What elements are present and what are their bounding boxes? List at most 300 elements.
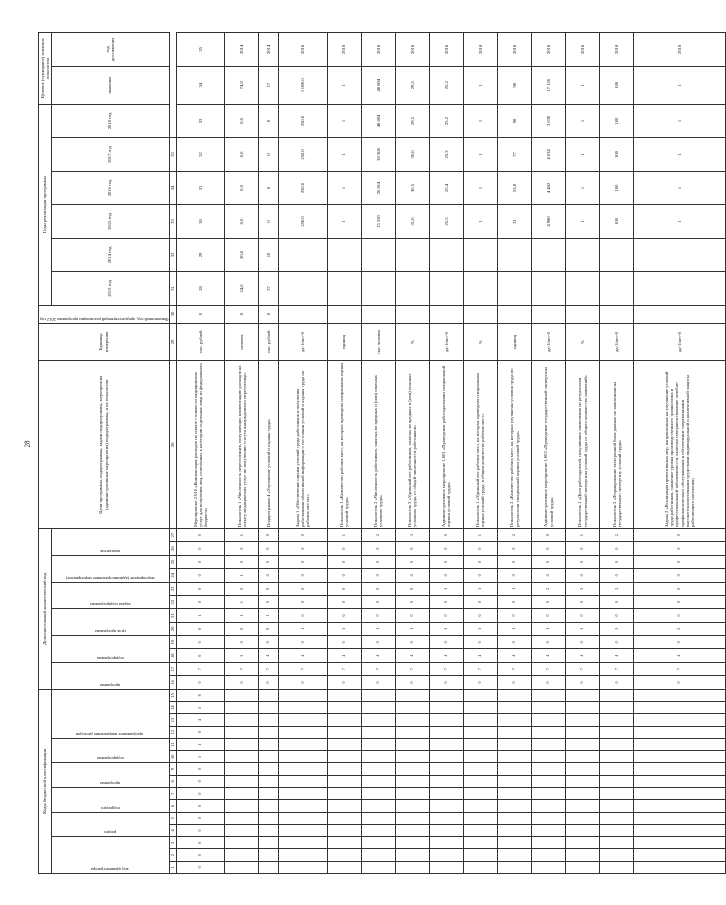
dop-code-cell: 0 <box>327 595 361 608</box>
dop-code-cell: 4 <box>279 649 327 662</box>
kbk-cell <box>361 738 395 750</box>
kbk-cell <box>532 800 566 812</box>
year-value-cell: 30,0 <box>395 138 429 171</box>
base-year-cell <box>634 305 726 323</box>
kbk-cell <box>498 812 532 824</box>
year-value-cell: 25,5 <box>429 205 463 238</box>
kbk-cell <box>463 849 497 861</box>
dop-code-cell: 0 <box>634 582 726 595</box>
dop-code-cell: 0 <box>176 676 224 689</box>
dop-code-cell: 0 <box>259 542 279 555</box>
column-number: 19 <box>169 636 176 649</box>
target-value-cell: 74,0 <box>225 66 259 104</box>
indicator-name: Показатель 1 «Численность переселенцев, получающих компенсацию расходов на оплату медицинских услуг по получению статуса вынужденного переселенца» <box>225 361 259 528</box>
year-value-cell: 100 <box>600 104 634 138</box>
target-value-cell: 98 <box>498 66 532 104</box>
unit-cell: да-1/нет-0 <box>279 323 327 361</box>
target-value-cell: 17 126 <box>532 66 566 104</box>
target-value-cell: 48 804 <box>361 66 395 104</box>
dop-code-cell: 0 <box>327 555 361 568</box>
kbk-cell <box>225 702 259 714</box>
year-value-cell <box>395 238 429 271</box>
kbk-cell <box>498 726 532 738</box>
kbk-cell <box>259 775 279 787</box>
kbk-cell <box>634 849 726 861</box>
kbk-cell <box>566 837 600 849</box>
kbk-cell <box>361 702 395 714</box>
dop-code-cell: 0 <box>395 595 429 608</box>
kbk-cell <box>600 837 634 849</box>
dop-code-cell: 4 <box>395 649 429 662</box>
dop-code-cell: 0 <box>176 555 224 568</box>
dop-code-cell: 1 <box>532 622 566 635</box>
year-value-cell: 25,4 <box>429 171 463 204</box>
dop-code-cell: 0 <box>634 676 726 689</box>
dop-code-cell: 2 <box>532 582 566 595</box>
kbk-cell <box>259 738 279 750</box>
dop-code-cell: 7 <box>498 662 532 675</box>
column-number: 4 <box>169 824 176 836</box>
kbk-cell: 1 <box>176 738 224 750</box>
kbk-cell <box>225 763 259 775</box>
dop-code-cell: 0 <box>279 555 327 568</box>
kbk-cell <box>600 726 634 738</box>
kbk-cell <box>634 726 726 738</box>
dop-code-cell: 0 <box>259 582 279 595</box>
kbk-col-header: программное направление расходов <box>51 689 169 738</box>
year-value-cell <box>566 272 600 305</box>
kbk-cell: 0 <box>176 849 224 861</box>
kbk-cell <box>429 824 463 836</box>
kbk-cell <box>429 714 463 726</box>
kbk-cell <box>259 800 279 812</box>
unit-cell: да-1/нет-0 <box>429 323 463 361</box>
kbk-cell <box>395 751 429 763</box>
kbk-cell <box>532 837 566 849</box>
dop-code-cell: 0 <box>361 676 395 689</box>
years-group-header: Годы реализации программы <box>39 104 52 305</box>
dop-code-cell: 4 <box>634 649 726 662</box>
kbk-cell <box>600 824 634 836</box>
dop-code-cell: 0 <box>395 676 429 689</box>
additional-code-header: Дополнительный аналитический код <box>39 528 52 689</box>
year-value-cell: 15 320 <box>361 205 395 238</box>
table-row <box>429 33 463 874</box>
dop-code-cell: 1 <box>225 595 259 608</box>
dop-code-cell: 0 <box>566 569 600 582</box>
year-value-cell: 30 <box>176 205 224 238</box>
kbk-cell <box>361 812 395 824</box>
dop-code-cell: 4 <box>429 649 463 662</box>
kbk-cell <box>327 726 361 738</box>
kbk-cell <box>361 837 395 849</box>
dop-code-cell: 0 <box>463 569 497 582</box>
year-value-cell: 100 <box>600 138 634 171</box>
dop-col-header: подпрограмма <box>51 636 169 663</box>
dop-code-cell: 7 <box>532 662 566 675</box>
kbk-cell <box>600 738 634 750</box>
kbk-cell <box>327 788 361 800</box>
kbk-cell <box>259 751 279 763</box>
target-year-cell: 2018 <box>279 33 327 67</box>
kbk-cell <box>634 861 726 873</box>
year-value-cell: 4 034 <box>532 138 566 171</box>
target-value-cell: 1 <box>463 66 497 104</box>
indicator-name: Административное мероприятие 1.001 «Проведение работодателями специальной оценки условий труда» <box>429 361 463 528</box>
base-year-cell <box>395 305 429 323</box>
dop-col-header: мероприятие (административное мероприятие) <box>51 555 169 582</box>
target-value-cell: 1 000,0 <box>279 66 327 104</box>
dop-code-cell: 0 <box>429 609 463 622</box>
kbk-cell <box>225 837 259 849</box>
dop-code-cell: 0 <box>259 528 279 541</box>
unit-cell: % <box>395 323 429 361</box>
kbk-cell <box>429 788 463 800</box>
kbk-cell <box>225 775 259 787</box>
dop-code-cell: 0 <box>463 609 497 622</box>
year-value-cell: 0 <box>259 171 279 204</box>
kbk-cell <box>279 812 327 824</box>
dop-code-cell: 0 <box>498 569 532 582</box>
dop-code-cell: 0 <box>566 676 600 689</box>
dop-code-cell: 0 <box>463 595 497 608</box>
kbk-cell: 0 <box>176 824 224 836</box>
dop-code-cell: 0 <box>498 609 532 622</box>
dop-code-cell: 2 <box>361 528 395 541</box>
dop-code-cell: 4 <box>600 649 634 662</box>
target-value-cell: 17 <box>259 66 279 104</box>
kbk-cell <box>532 861 566 873</box>
year-value-cell: 0 <box>259 205 279 238</box>
dop-code-cell: 0 <box>361 569 395 582</box>
year-value-cell: 0,0 <box>225 171 259 204</box>
column-number: 24 <box>169 569 176 582</box>
year-value-cell <box>327 272 361 305</box>
year-value-cell: 0 <box>259 104 279 138</box>
base-year-cell: 0 <box>259 305 279 323</box>
year-value-cell: 1 <box>327 138 361 171</box>
dop-code-cell: 0 <box>634 595 726 608</box>
kbk-cell <box>498 837 532 849</box>
unit-cell: да-1/нет-0 <box>532 323 566 361</box>
kbk-cell <box>463 738 497 750</box>
unit-cell: % <box>463 323 497 361</box>
dop-code-cell: 0 <box>259 555 279 568</box>
column-number: 33 <box>169 205 176 238</box>
kbk-cell <box>600 763 634 775</box>
dop-code-cell: 0 <box>566 542 600 555</box>
kbk-cell <box>429 751 463 763</box>
dop-code-cell: 0 <box>395 582 429 595</box>
kbk-cell <box>327 751 361 763</box>
dop-code-cell: 0 <box>634 609 726 622</box>
table-row <box>176 33 224 874</box>
year-value-cell: 0 <box>259 138 279 171</box>
dop-code-cell: 1 <box>361 622 395 635</box>
kbk-cell <box>600 775 634 787</box>
year-col-header: 2014 год <box>51 238 169 271</box>
kbk-cell <box>395 837 429 849</box>
dop-code-cell: 0 <box>259 595 279 608</box>
dop-code-cell: 1 <box>600 622 634 635</box>
year-value-cell: 26 814 <box>361 171 395 204</box>
kbk-cell <box>463 751 497 763</box>
dop-code-cell: 1 <box>176 609 224 622</box>
column-number: 23 <box>169 582 176 595</box>
kbk-cell <box>498 788 532 800</box>
indicator-name: Задача 2 «Реализация превентивных мер, направленных на улучшение условий труда работников, снижение уровня производственного травматизма и профессиональной заболеваемости, включая совершенствование лечебно-профилактического обслуживания и обеспечение современными высокотехнологичными средствами индивидуальной и коллективной защиты работающего населения» <box>634 361 726 528</box>
dop-code-cell: 4 <box>566 649 600 662</box>
dop-code-cell: 0 <box>634 542 726 555</box>
kbk-cell <box>259 726 279 738</box>
target-value-cell: 1 <box>566 66 600 104</box>
column-number: 17 <box>169 662 176 675</box>
kbk-cell <box>600 689 634 701</box>
dop-code-cell: 1 <box>429 582 463 595</box>
dop-code-cell: 0 <box>429 555 463 568</box>
kbk-cell <box>395 775 429 787</box>
dop-code-cell: 0 <box>566 636 600 649</box>
base-year-cell <box>532 305 566 323</box>
unit-cell: единиц <box>498 323 532 361</box>
kbk-cell <box>532 849 566 861</box>
year-value-cell <box>600 272 634 305</box>
target-year-cell: 2018 <box>395 33 429 67</box>
dop-code-cell: 0 <box>176 649 224 662</box>
kbk-cell <box>600 800 634 812</box>
dop-code-cell: 7 <box>361 662 395 675</box>
kbk-cell <box>361 763 395 775</box>
year-value-cell: 53,8 <box>498 171 532 204</box>
kbk-cell <box>395 849 429 861</box>
dop-code-cell: 0 <box>498 542 532 555</box>
base-year-cell <box>463 305 497 323</box>
kbk-col-header: подпрограмма <box>51 738 169 763</box>
dop-code-cell: 2 <box>566 582 600 595</box>
program-table-sheet <box>38 32 696 874</box>
table-row <box>463 33 497 874</box>
dop-code-cell: 0 <box>361 595 395 608</box>
column-number: 1 <box>169 861 176 873</box>
year-value-cell <box>498 272 532 305</box>
kbk-cell <box>225 751 259 763</box>
column-number: 30 <box>169 305 176 323</box>
kbk-cell <box>225 861 259 873</box>
kbk-cell <box>498 824 532 836</box>
kbk-cell: 0 <box>176 800 224 812</box>
year-value-cell <box>395 272 429 305</box>
kbk-cell <box>279 849 327 861</box>
base-year-cell <box>361 305 395 323</box>
year-value-cell <box>327 238 361 271</box>
year-value-cell: 48 804 <box>361 104 395 138</box>
target-year-cell: 2018 <box>566 33 600 67</box>
year-value-cell: 4 482 <box>532 171 566 204</box>
table-row <box>395 33 429 874</box>
dop-code-cell: 0 <box>176 582 224 595</box>
year-value-cell <box>532 238 566 271</box>
table-row <box>566 33 600 874</box>
dop-code-cell: 1 <box>395 622 429 635</box>
dop-code-cell: 7 <box>634 662 726 675</box>
dop-code-cell: 1 <box>225 569 259 582</box>
dop-code-cell: 0 <box>279 569 327 582</box>
dop-code-cell: 0 <box>463 542 497 555</box>
dop-code-cell: 0 <box>327 582 361 595</box>
kbk-cell <box>327 861 361 873</box>
kbk-cell <box>532 824 566 836</box>
dop-code-cell: 0 <box>259 622 279 635</box>
kbk-cell <box>361 714 395 726</box>
dop-code-cell: 0 <box>327 636 361 649</box>
dop-col-header: программа <box>51 662 169 689</box>
target-year-cell: 2018 <box>463 33 497 67</box>
kbk-cell <box>463 702 497 714</box>
dop-code-cell: 0 <box>634 555 726 568</box>
kbk-cell <box>463 824 497 836</box>
year-value-cell: 1 <box>634 205 726 238</box>
table-row <box>634 33 726 874</box>
column-number: 32 <box>169 238 176 271</box>
unit-cell: тыс. рублей <box>176 323 224 361</box>
dop-code-cell: 4 <box>259 649 279 662</box>
year-value-cell: 3 630 <box>532 104 566 138</box>
unit-cell: тыс. рублей <box>259 323 279 361</box>
kbk-cell <box>395 763 429 775</box>
dop-code-cell: 2 <box>600 528 634 541</box>
column-number: 31 <box>169 272 176 305</box>
kbk-cell <box>279 861 327 873</box>
target-year-cell: 2014 <box>225 33 259 67</box>
dop-code-cell: 0 <box>259 636 279 649</box>
dop-code-cell: 7 <box>225 662 259 675</box>
dop-code-cell: 1 <box>566 528 600 541</box>
dop-code-cell: 0 <box>566 595 600 608</box>
kbk-cell <box>634 824 726 836</box>
year-value-cell: 1 <box>634 171 726 204</box>
dop-code-cell: 7 <box>600 662 634 675</box>
kbk-cell <box>498 751 532 763</box>
kbk-cell <box>498 702 532 714</box>
kbk-cell <box>498 689 532 701</box>
year-col-header: 2016 год <box>51 171 169 204</box>
kbk-cell <box>395 800 429 812</box>
base-year-cell <box>566 305 600 323</box>
indicator-name: Показатель 2 «Количество рабочих мест, на которых улучшены условия труда по результатам специальной оценки условий труда» <box>498 361 532 528</box>
dop-code-cell: 0 <box>532 569 566 582</box>
kbk-cell <box>566 849 600 861</box>
kbk-cell <box>327 763 361 775</box>
dop-code-cell: 0 <box>279 542 327 555</box>
kbk-cell <box>429 800 463 812</box>
target-year-cell: 2018 <box>600 33 634 67</box>
dop-code-cell: 0 <box>395 569 429 582</box>
kbk-cell <box>279 775 327 787</box>
year-value-cell: 250,0 <box>279 205 327 238</box>
kbk-cell <box>429 738 463 750</box>
year-value-cell: 1 <box>634 104 726 138</box>
kbk-cell <box>225 738 259 750</box>
dop-code-cell: 3 <box>395 528 429 541</box>
kbk-cell <box>566 726 600 738</box>
kbk-cell <box>279 702 327 714</box>
dop-code-cell: 0 <box>532 542 566 555</box>
dop-code-cell: 0 <box>429 542 463 555</box>
kbk-cell <box>279 714 327 726</box>
dop-code-cell: 1 <box>429 622 463 635</box>
year-value-cell: 38 508 <box>361 138 395 171</box>
column-number: 11 <box>169 738 176 750</box>
year-value-cell: 29,5 <box>395 104 429 138</box>
kbk-cell <box>225 714 259 726</box>
target-year-cell: 2018 <box>361 33 395 67</box>
dop-code-cell: 1 <box>566 622 600 635</box>
kbk-cell <box>566 751 600 763</box>
indicator-name: Подпрограмма 4 «Улучшение условий и охраны труда» <box>259 361 279 528</box>
kbk-cell <box>463 775 497 787</box>
dop-code-cell: 4 <box>532 649 566 662</box>
column-number: 25 <box>169 555 176 568</box>
kbk-cell <box>634 800 726 812</box>
unit-cell: человек <box>225 323 259 361</box>
target-value-cell: 1 <box>634 66 726 104</box>
year-value-cell <box>279 272 327 305</box>
kbk-cell <box>429 702 463 714</box>
base-year-cell <box>279 305 327 323</box>
kbk-cell <box>327 775 361 787</box>
kbk-cell: 0 <box>176 775 224 787</box>
dop-code-cell: 1 <box>463 622 497 635</box>
kbk-cell <box>634 763 726 775</box>
dop-code-cell: 1 <box>463 528 497 541</box>
kbk-cell <box>634 812 726 824</box>
year-value-cell: 0,0 <box>225 138 259 171</box>
dop-code-cell: 0 <box>225 676 259 689</box>
kbk-cell <box>327 824 361 836</box>
target-value-header: значение <box>51 66 169 104</box>
dop-code-cell: 0 <box>176 622 224 635</box>
dop-code-cell: 1 <box>327 528 361 541</box>
kbk-cell: 8 <box>176 689 224 701</box>
dop-code-cell: 0 <box>463 676 497 689</box>
year-value-cell: 27 <box>259 272 279 305</box>
kbk-cell <box>429 837 463 849</box>
column-number: 7 <box>169 788 176 800</box>
kbk-cell <box>327 800 361 812</box>
kbk-cell <box>532 738 566 750</box>
unit-cell: % <box>566 323 600 361</box>
dop-code-cell: 0 <box>225 555 259 568</box>
kbk-cell <box>259 837 279 849</box>
dop-code-cell: 0 <box>279 609 327 622</box>
kbk-cell <box>600 751 634 763</box>
kbk-cell <box>498 763 532 775</box>
column-number: 21 <box>169 609 176 622</box>
kbk-cell <box>429 726 463 738</box>
year-value-cell: 31 <box>498 205 532 238</box>
year-value-cell: 1 <box>566 171 600 204</box>
target-year-cell: 2018 <box>634 33 726 67</box>
dop-code-cell: 0 <box>532 528 566 541</box>
dop-code-cell: 0 <box>259 676 279 689</box>
column-number: 8 <box>169 775 176 787</box>
column-number: 12 <box>169 726 176 738</box>
year-value-cell: 1 <box>463 171 497 204</box>
kbk-cell <box>498 849 532 861</box>
target-value-cell: 34 <box>176 66 224 104</box>
kbk-cell <box>279 837 327 849</box>
dop-code-cell: 7 <box>259 662 279 675</box>
